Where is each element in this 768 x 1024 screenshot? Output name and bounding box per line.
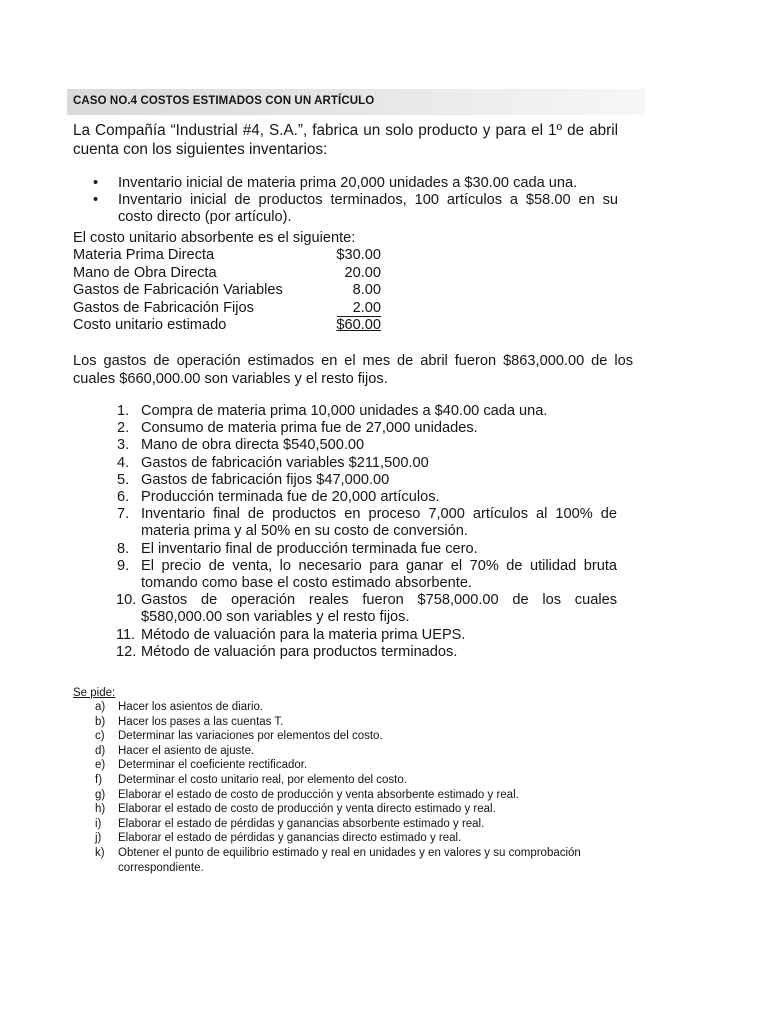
item-text: El inventario final de producción terminada fue cero. bbox=[141, 540, 478, 557]
item-number: 2. bbox=[117, 420, 130, 437]
list-item bbox=[117, 489, 617, 506]
item-text: Gastos de fabricación fijos $47,000.00 bbox=[141, 471, 390, 488]
item-number: 3. bbox=[117, 437, 130, 454]
requirement-letter: i) bbox=[95, 817, 102, 830]
list-item bbox=[117, 455, 617, 472]
item-number: 5. bbox=[117, 471, 130, 488]
list-item bbox=[117, 558, 617, 592]
requirement-item bbox=[95, 773, 625, 788]
item-number: 6. bbox=[117, 489, 130, 506]
list-item bbox=[117, 403, 617, 420]
cost-row-total bbox=[73, 317, 393, 335]
requirement-letter: h) bbox=[95, 803, 106, 816]
requirement-item bbox=[95, 788, 625, 803]
requirement-item bbox=[95, 744, 625, 759]
requirement-letter: g) bbox=[95, 788, 106, 801]
item-text: Compra de materia prima 10,000 unidades a $40.00 cada una. bbox=[141, 403, 548, 419]
requirement-item bbox=[95, 700, 625, 715]
item-text: Mano de obra directa $540,500.00 bbox=[141, 437, 365, 454]
cost-label: Mano de Obra Directa bbox=[73, 264, 217, 281]
requirement-text: Hacer los pases a las cuentas T. bbox=[118, 715, 284, 728]
requirement-text: Hacer el asiento de ajuste. bbox=[118, 744, 255, 757]
requirement-text: Determinar el coeficiente rectificador. bbox=[118, 759, 308, 772]
item-text: Gastos de operación reales fueron $758,000.00 de los cuales $580,000.00 son variables y el resto fijos. bbox=[141, 592, 617, 626]
list-item bbox=[117, 541, 617, 558]
requirements-heading: Se pide: bbox=[73, 687, 116, 699]
item-number: 7. bbox=[117, 506, 130, 523]
list-item bbox=[117, 472, 617, 489]
list-item bbox=[117, 420, 617, 437]
item-number: 4. bbox=[117, 454, 130, 471]
unit-cost-table bbox=[73, 247, 393, 335]
requirement-letter: b) bbox=[95, 715, 106, 728]
cost-total-value: $60.00 bbox=[336, 317, 381, 334]
list-item bbox=[117, 592, 617, 626]
cost-label: Gastos de Fabricación Fijos bbox=[73, 299, 254, 316]
case-title: CASO NO.4 COSTOS ESTIMADOS CON UN ARTÍCULO bbox=[73, 95, 375, 107]
cost-value: 8.00 bbox=[352, 282, 381, 299]
case-header-bar bbox=[67, 89, 645, 115]
requirement-item bbox=[95, 846, 625, 875]
inventory-item: • Inventario inicial de materia prima 20,000 unidades a $30.00 cada una. bbox=[90, 175, 618, 192]
requirement-item bbox=[95, 729, 625, 744]
item-text: Gastos de fabricación variables $211,500.00 bbox=[141, 454, 429, 471]
list-item bbox=[117, 644, 617, 661]
cost-label: Costo unitario estimado bbox=[73, 317, 227, 334]
requirement-item bbox=[95, 802, 625, 817]
intro-paragraph: La Compañía “Industrial #4, S.A.”, fabrica un solo producto y para el 1º de abril cuenta con los siguientes inventarios: bbox=[73, 122, 618, 158]
inventory-item: • Inventario inicial de productos terminados, 100 artículos a $58.00 en su costo directo (por artículo). bbox=[90, 192, 618, 226]
item-text: Método de valuación para productos terminados. bbox=[141, 643, 458, 660]
item-text: Producción terminada fue de 20,000 artículos. bbox=[141, 489, 440, 506]
requirement-text: Determinar las variaciones por elementos del costo. bbox=[118, 730, 383, 743]
item-text: Inventario final de productos en proceso 7,000 artículos al 100% de materia prima y al 50% en su costo de conversión. bbox=[141, 506, 617, 540]
cost-label: Materia Prima Directa bbox=[73, 247, 215, 263]
item-text: El precio de venta, lo necesario para ganar el 70% de utilidad bruta tomando como base el costo estimado absorbente. bbox=[141, 557, 617, 592]
list-item bbox=[117, 506, 617, 540]
requirement-letter: a) bbox=[95, 701, 106, 713]
requirement-text: Obtener el punto de equilibrio estimado y real en unidades y en valores y su comprobación correspondiente. bbox=[118, 846, 581, 874]
cost-value: 2.00 bbox=[337, 301, 381, 317]
requirement-text: Hacer los asientos de diario. bbox=[118, 701, 264, 713]
item-number: 9. bbox=[117, 557, 130, 574]
item-number: 1. bbox=[117, 403, 130, 419]
requirement-letter: d) bbox=[95, 744, 106, 757]
requirement-letter: c) bbox=[95, 730, 105, 743]
requirements-list bbox=[95, 700, 625, 875]
cost-heading: El costo unitario absorbente es el siguiente: bbox=[73, 230, 356, 246]
cost-label: Gastos de Fabricación Variables bbox=[73, 282, 283, 299]
item-number: 8. bbox=[117, 540, 130, 557]
requirement-item bbox=[95, 758, 625, 773]
cost-row bbox=[73, 247, 393, 265]
requirement-text: Determinar el costo unitario real, por elemento del costo. bbox=[118, 773, 407, 786]
cost-row bbox=[73, 282, 393, 300]
requirement-letter: j) bbox=[95, 832, 102, 845]
cost-value: 20.00 bbox=[344, 264, 381, 281]
cost-row bbox=[73, 300, 393, 318]
item-text: Consumo de materia prima fue de 27,000 unidades. bbox=[141, 420, 478, 437]
requirement-item bbox=[95, 817, 625, 832]
list-item bbox=[117, 627, 617, 644]
inventory-list bbox=[90, 175, 618, 226]
cost-row bbox=[73, 265, 393, 283]
item-number: 10. bbox=[116, 592, 137, 609]
item-text: Método de valuación para la materia prima UEPS. bbox=[141, 626, 466, 643]
requirement-text: Elaborar el estado de costo de producción y venta absorbente estimado y real. bbox=[118, 788, 519, 801]
requirement-item bbox=[95, 715, 625, 730]
item-number: 11. bbox=[116, 626, 136, 643]
item-number: 12. bbox=[116, 643, 137, 660]
requirement-letter: f) bbox=[95, 773, 103, 786]
requirement-text: Elaborar el estado de costo de producción y venta directo estimado y real. bbox=[118, 803, 496, 816]
requirement-letter: e) bbox=[95, 759, 106, 772]
requirement-letter: k) bbox=[95, 846, 105, 859]
list-item bbox=[117, 437, 617, 454]
cost-value: $30.00 bbox=[336, 247, 381, 263]
case-data-list bbox=[117, 403, 617, 661]
operating-expenses-paragraph: Los gastos de operación estimados en el mes de abril fueron $863,000.00 de los cuales $660,000.00 son variables y el resto fijos. bbox=[73, 353, 633, 387]
requirement-text: Elaborar el estado de pérdidas y ganancias absorbente estimado y real. bbox=[118, 817, 485, 830]
requirement-text: Elaborar el estado de pérdidas y ganancias directo estimado y real. bbox=[118, 832, 462, 845]
requirement-item bbox=[95, 831, 625, 846]
